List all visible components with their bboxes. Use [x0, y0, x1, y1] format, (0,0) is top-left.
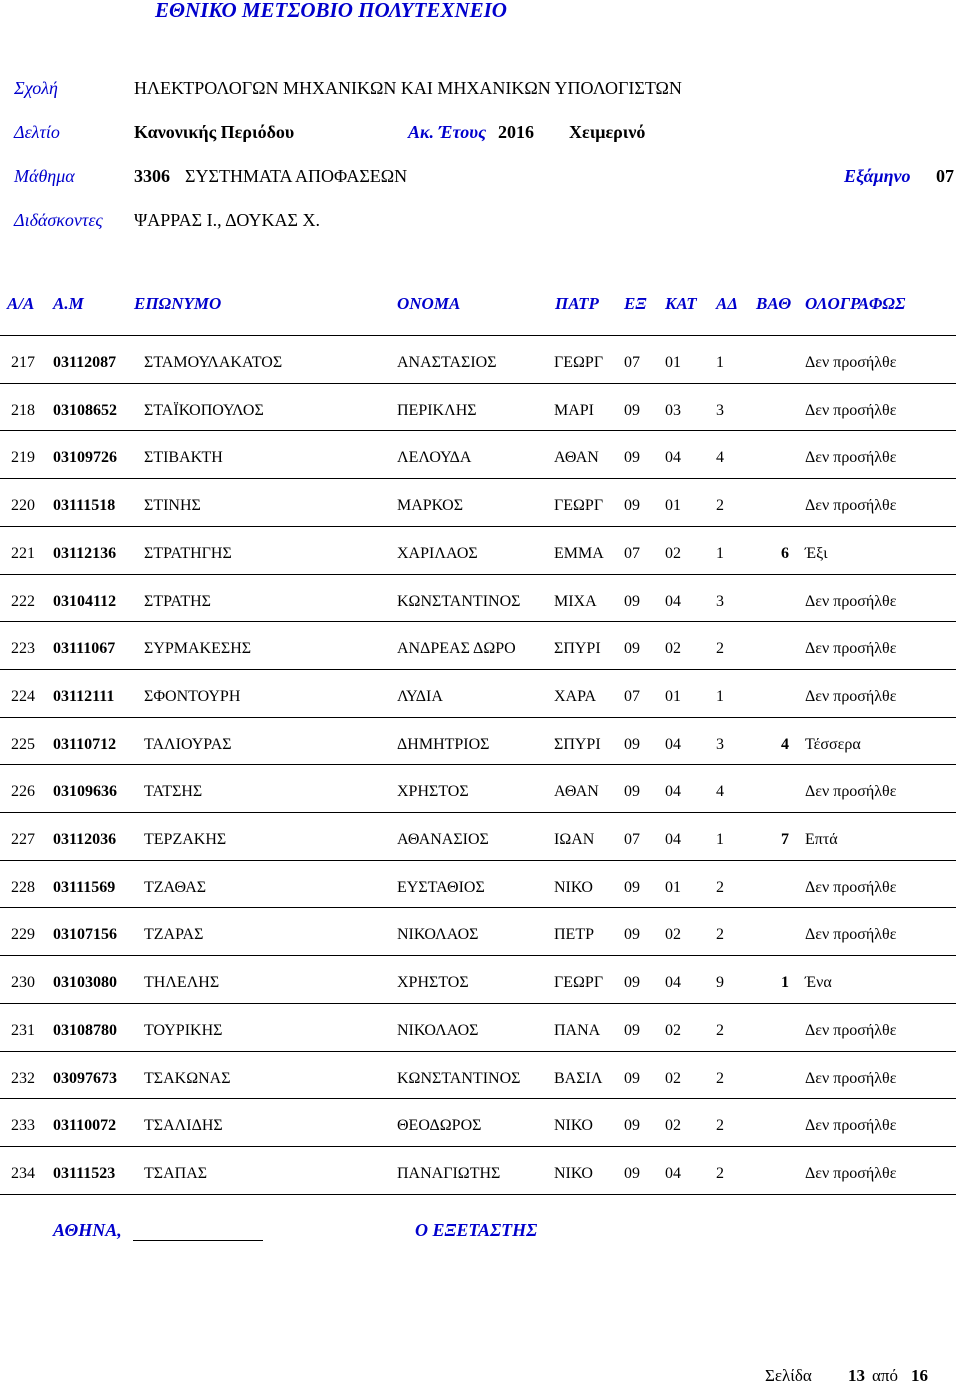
row-ex: 09	[624, 1069, 640, 1087]
row-father: ΠΕΤΡ	[554, 926, 594, 944]
page-total: 16	[911, 1366, 928, 1385]
row-divider	[0, 860, 956, 861]
row-grade-words: Δεν προσήλθε	[805, 1021, 897, 1039]
row-ex: 09	[624, 640, 640, 658]
row-surname: ΣΤΙΒΑΚΤΗ	[144, 449, 223, 467]
row-ad: 9	[716, 974, 724, 992]
row-ad: 1	[716, 544, 724, 562]
row-grade-words: Δεν προσήλθε	[805, 687, 897, 705]
row-ex: 09	[624, 735, 640, 753]
table-row	[0, 526, 960, 574]
row-ad: 4	[716, 449, 724, 467]
table-row	[0, 717, 960, 765]
row-aa: 227	[11, 831, 35, 848]
row-divider	[0, 1051, 956, 1052]
row-surname: ΤΗΛΕΛΗΣ	[144, 974, 220, 992]
row-grade-words: Δεν προσήλθε	[805, 1164, 897, 1182]
row-ex: 09	[624, 497, 640, 515]
row-name: ΜΑΡΚΟΣ	[397, 497, 463, 515]
report-value: Κανονικής Περιόδου	[134, 122, 295, 142]
row-ad: 2	[716, 497, 724, 515]
row-grade-words: Τέσσερα	[805, 735, 861, 753]
row-surname: ΤΟΥΡΙΚΗΣ	[144, 1021, 223, 1039]
row-ad: 1	[716, 687, 724, 705]
row-grade-words: Δεν προσήλθε	[805, 449, 897, 467]
course-code: 3306	[134, 166, 170, 186]
col-header-grade-words: ΟΛΟΓΡΑΦΩΣ	[805, 294, 906, 313]
row-kat: 01	[665, 354, 681, 371]
row-father: ΣΠΥΡΙ	[554, 735, 601, 753]
row-divider	[0, 526, 956, 527]
row-name: ΧΑΡΙΛΑΟΣ	[397, 544, 478, 562]
row-kat: 02	[665, 1069, 681, 1087]
report-label: Δελτίο	[14, 122, 60, 142]
row-grade: 4	[781, 735, 789, 753]
row-name: ΝΙΚΟΛΑΟΣ	[397, 926, 479, 944]
row-ad: 2	[716, 640, 724, 658]
row-father: ΝΙΚΟ	[554, 1117, 593, 1135]
row-divider	[0, 717, 956, 718]
table-row	[0, 478, 960, 526]
row-father: ΓΕΩΡΓ	[554, 354, 604, 371]
row-name: ΠΑΝΑΓΙΩΤΗΣ	[397, 1164, 501, 1182]
row-surname: ΤΖΑΘΑΣ	[144, 878, 207, 896]
table-row	[0, 1051, 960, 1099]
school-label: Σχολή	[14, 78, 58, 98]
row-kat: 04	[665, 1164, 681, 1182]
row-father: ΙΩΑΝ	[554, 831, 595, 848]
row-ex: 09	[624, 1021, 640, 1039]
page-label: Σελίδα	[765, 1366, 812, 1385]
table-row	[0, 1003, 960, 1051]
row-divider	[0, 335, 956, 336]
row-grade-words: Δεν προσήλθε	[805, 640, 897, 658]
page-of: από	[872, 1366, 898, 1385]
row-divider	[0, 907, 956, 908]
row-aa: 222	[11, 592, 35, 610]
row-aa: 218	[11, 401, 35, 419]
row-am: 03112111	[53, 687, 115, 705]
row-ex: 09	[624, 974, 640, 992]
row-aa: 230	[11, 974, 35, 992]
row-kat: 02	[665, 1117, 681, 1135]
row-kat: 04	[665, 783, 681, 801]
row-ex: 09	[624, 401, 640, 419]
row-surname: ΣΤΡΑΤΗΣ	[144, 592, 211, 610]
row-aa: 220	[11, 497, 35, 515]
season-value: Χειμερινό	[569, 122, 646, 142]
row-kat: 02	[665, 640, 681, 658]
row-surname: ΤΣΑΛΙΔΗΣ	[144, 1117, 223, 1135]
row-ex: 09	[624, 878, 640, 896]
row-name: ΚΩΝΣΤΑΝΤΙΝΟΣ	[397, 592, 521, 610]
row-name: ΔΗΜΗΤΡΙΟΣ	[397, 735, 490, 753]
row-name: ΧΡΗΣΤΟΣ	[397, 974, 469, 992]
row-kat: 03	[665, 401, 681, 419]
table-row	[0, 860, 960, 908]
row-am: 03112087	[53, 354, 117, 371]
row-kat: 04	[665, 592, 681, 610]
row-kat: 02	[665, 544, 681, 562]
row-aa: 217	[11, 354, 35, 371]
row-ad: 2	[716, 926, 724, 944]
row-ad: 3	[716, 592, 724, 610]
col-header-aa: Α/Α	[7, 294, 35, 313]
row-kat: 04	[665, 974, 681, 992]
row-grade: 6	[781, 544, 789, 562]
row-divider	[0, 1146, 956, 1147]
table-bottom-rule	[0, 1194, 956, 1195]
row-ex: 07	[624, 354, 640, 371]
row-grade-words: Δεν προσήλθε	[805, 1069, 897, 1087]
row-grade-words: Ένα	[805, 974, 832, 992]
row-am: 03110712	[53, 735, 117, 753]
row-am: 03108780	[53, 1021, 117, 1039]
row-divider	[0, 812, 956, 813]
row-name: ΛΕΛΟΥΔΑ	[397, 449, 472, 467]
row-aa: 224	[11, 687, 35, 705]
row-aa: 219	[11, 449, 35, 467]
row-ad: 2	[716, 1117, 724, 1135]
row-kat: 01	[665, 497, 681, 515]
row-kat: 02	[665, 926, 681, 944]
row-ex: 09	[624, 1117, 640, 1135]
row-ad: 1	[716, 831, 724, 848]
row-surname: ΤΣΑΚΩΝΑΣ	[144, 1069, 231, 1087]
page-current: 13	[848, 1366, 865, 1385]
row-aa: 221	[11, 544, 35, 562]
table-row	[0, 383, 960, 431]
row-name: ΕΥΣΤΑΘΙΟΣ	[397, 878, 485, 896]
row-grade-words: Δεν προσήλθε	[805, 354, 897, 371]
row-ex: 09	[624, 449, 640, 467]
row-name: ΘΕΟΔΩΡΟΣ	[397, 1117, 482, 1135]
row-ad: 2	[716, 1021, 724, 1039]
table-row	[0, 812, 960, 860]
row-surname: ΣΤΑΪΚΟΠΟΥΛΟΣ	[144, 401, 264, 419]
table-row	[0, 764, 960, 812]
row-surname: ΤΑΛΙΟΥΡΑΣ	[144, 735, 232, 753]
course-name: ΣΥΣΤΗΜΑΤΑ ΑΠΟΦΑΣΕΩΝ	[185, 166, 408, 186]
table-row	[0, 430, 960, 478]
row-ex: 07	[624, 831, 640, 848]
row-divider	[0, 478, 956, 479]
row-father: ΑΘΑΝ	[554, 449, 599, 467]
row-aa: 228	[11, 878, 35, 896]
row-ad: 2	[716, 878, 724, 896]
row-am: 03110072	[53, 1117, 117, 1135]
row-ad: 4	[716, 783, 724, 801]
year-label: Ακ. Έτους	[408, 122, 487, 142]
date-signature-line	[133, 1240, 263, 1241]
row-surname: ΣΦΟΝΤΟΥΡΗ	[144, 687, 241, 705]
row-am: 03112036	[53, 831, 117, 848]
institution-title: ΕΘΝΙΚΟ ΜΕΤΣΟΒΙΟ ΠΟΛΥΤΕΧΝΕΙΟ	[155, 0, 507, 22]
table-row	[0, 335, 960, 383]
row-name: ΑΝΔΡΕΑΣ ΔΩΡΟ	[397, 640, 516, 658]
teachers-label: Διδάσκοντες	[14, 210, 103, 230]
row-surname: ΤΑΤΣΗΣ	[144, 783, 203, 801]
row-aa: 232	[11, 1069, 35, 1087]
row-name: ΝΙΚΟΛΑΟΣ	[397, 1021, 479, 1039]
col-header-kat: ΚΑΤ	[665, 294, 697, 313]
row-grade-words: Δεν προσήλθε	[805, 401, 897, 419]
row-father: ΝΙΚΟ	[554, 1164, 593, 1182]
row-divider	[0, 430, 956, 431]
row-surname: ΣΤΙΝΗΣ	[144, 497, 201, 515]
row-divider	[0, 383, 956, 384]
row-ex: 09	[624, 926, 640, 944]
row-father: ΑΘΑΝ	[554, 783, 599, 801]
col-header-name: ΟΝΟΜΑ	[397, 294, 461, 313]
row-ad: 1	[716, 354, 724, 371]
row-grade-words: Δεν προσήλθε	[805, 926, 897, 944]
table-row	[0, 907, 960, 955]
table-row	[0, 955, 960, 1003]
row-surname: ΣΤΑΜΟΥΛΑΚΑΤΟΣ	[144, 354, 283, 371]
row-am: 03109726	[53, 449, 117, 467]
table-row	[0, 669, 960, 717]
row-aa: 225	[11, 735, 35, 753]
row-divider	[0, 1098, 956, 1099]
row-am: 03111523	[53, 1164, 116, 1182]
row-name: ΧΡΗΣΤΟΣ	[397, 783, 469, 801]
row-am: 03108652	[53, 401, 117, 419]
row-ex: 09	[624, 783, 640, 801]
row-father: ΠΑΝΑ	[554, 1021, 601, 1039]
row-grade: 7	[781, 831, 789, 848]
row-ex: 07	[624, 544, 640, 562]
row-divider	[0, 955, 956, 956]
row-grade-words: Έξι	[805, 544, 828, 562]
row-aa: 231	[11, 1021, 35, 1039]
row-name: ΠΕΡΙΚΛΗΣ	[397, 401, 477, 419]
col-header-father: ΠΑΤΡ	[555, 294, 599, 313]
row-father: ΝΙΚΟ	[554, 878, 593, 896]
row-am: 03097673	[53, 1069, 117, 1087]
row-am: 03112136	[53, 544, 117, 562]
row-aa: 233	[11, 1117, 35, 1135]
row-divider	[0, 574, 956, 575]
row-grade-words: Δεν προσήλθε	[805, 592, 897, 610]
row-am: 03103080	[53, 974, 117, 992]
row-divider	[0, 669, 956, 670]
row-ad: 3	[716, 401, 724, 419]
row-ex: 09	[624, 592, 640, 610]
row-name: ΚΩΝΣΤΑΝΤΙΝΟΣ	[397, 1069, 521, 1087]
row-grade-words: Δεν προσήλθε	[805, 783, 897, 801]
row-am: 03104112	[53, 592, 117, 610]
row-ex: 07	[624, 687, 640, 705]
col-header-ad: ΑΔ	[716, 294, 738, 313]
table-row	[0, 1098, 960, 1146]
row-father: ΕΜΜΑ	[554, 544, 604, 562]
row-grade-words: Δεν προσήλθε	[805, 1117, 897, 1135]
row-father: ΓΕΩΡΓ	[554, 497, 604, 515]
row-kat: 04	[665, 831, 681, 848]
table-row	[0, 621, 960, 669]
col-header-grade: ΒΑΘ	[756, 294, 792, 313]
footer-city: ΑΘΗΝΑ,	[53, 1220, 122, 1240]
row-father: ΒΑΣΙΛ	[554, 1069, 603, 1087]
row-surname: ΤΖΑΡΑΣ	[144, 926, 204, 944]
footer-examiner: Ο ΕΞΕΤΑΣΤΗΣ	[415, 1220, 538, 1240]
row-grade-words: Δεν προσήλθε	[805, 878, 897, 896]
row-kat: 04	[665, 735, 681, 753]
row-divider	[0, 621, 956, 622]
row-surname: ΤΕΡΖΑΚΗΣ	[144, 831, 227, 848]
col-header-ex: ΕΞ	[624, 294, 647, 313]
semester-label: Εξάμηνο	[844, 166, 911, 186]
row-surname: ΣΥΡΜΑΚΕΣΗΣ	[144, 640, 252, 658]
year-value: 2016	[498, 122, 534, 142]
row-grade-words: Δεν προσήλθε	[805, 497, 897, 515]
row-am: 03109636	[53, 783, 117, 801]
semester-value: 07	[936, 166, 954, 186]
row-am: 03107156	[53, 926, 117, 944]
row-kat: 01	[665, 687, 681, 705]
row-ex: 09	[624, 1164, 640, 1182]
row-am: 03111067	[53, 640, 116, 658]
row-grade: 1	[781, 974, 789, 992]
row-name: ΑΝΑΣΤΑΣΙΟΣ	[397, 354, 497, 371]
row-aa: 234	[11, 1164, 35, 1182]
row-name: ΑΘΑΝΑΣΙΟΣ	[397, 831, 489, 848]
row-ad: 2	[716, 1164, 724, 1182]
row-aa: 223	[11, 640, 35, 658]
row-father: ΜΑΡΙ	[554, 401, 595, 419]
row-aa: 226	[11, 783, 35, 801]
row-kat: 04	[665, 449, 681, 467]
row-father: ΧΑΡΑ	[554, 687, 597, 705]
teachers-value: ΨΑΡΡΑΣ Ι., ΔΟΥΚΑΣ Χ.	[134, 210, 320, 230]
course-label: Μάθημα	[14, 166, 75, 186]
row-name: ΛΥΔΙΑ	[397, 687, 443, 705]
row-grade-words: Επτά	[805, 831, 838, 848]
row-ad: 2	[716, 1069, 724, 1087]
row-am: 03111569	[53, 878, 116, 896]
row-divider	[0, 1003, 956, 1004]
row-father: ΓΕΩΡΓ	[554, 974, 604, 992]
row-kat: 01	[665, 878, 681, 896]
row-father: ΣΠΥΡΙ	[554, 640, 601, 658]
row-ad: 3	[716, 735, 724, 753]
col-header-surname: ΕΠΩΝΥΜΟ	[134, 294, 222, 313]
row-am: 03111518	[53, 497, 116, 515]
row-kat: 02	[665, 1021, 681, 1039]
row-surname: ΣΤΡΑΤΗΓΗΣ	[144, 544, 232, 562]
col-header-am: Α.Μ	[53, 294, 84, 313]
row-father: ΜΙΧΑ	[554, 592, 597, 610]
row-divider	[0, 764, 956, 765]
table-row	[0, 574, 960, 622]
row-surname: ΤΣΑΠΑΣ	[144, 1164, 208, 1182]
row-aa: 229	[11, 926, 35, 944]
school-value: ΗΛΕΚΤΡΟΛΟΓΩΝ ΜΗΧΑΝΙΚΩΝ ΚΑΙ ΜΗΧΑΝΙΚΩΝ ΥΠΟΛΟΓΙΣΤΩΝ	[134, 78, 682, 98]
table-row	[0, 1146, 960, 1194]
